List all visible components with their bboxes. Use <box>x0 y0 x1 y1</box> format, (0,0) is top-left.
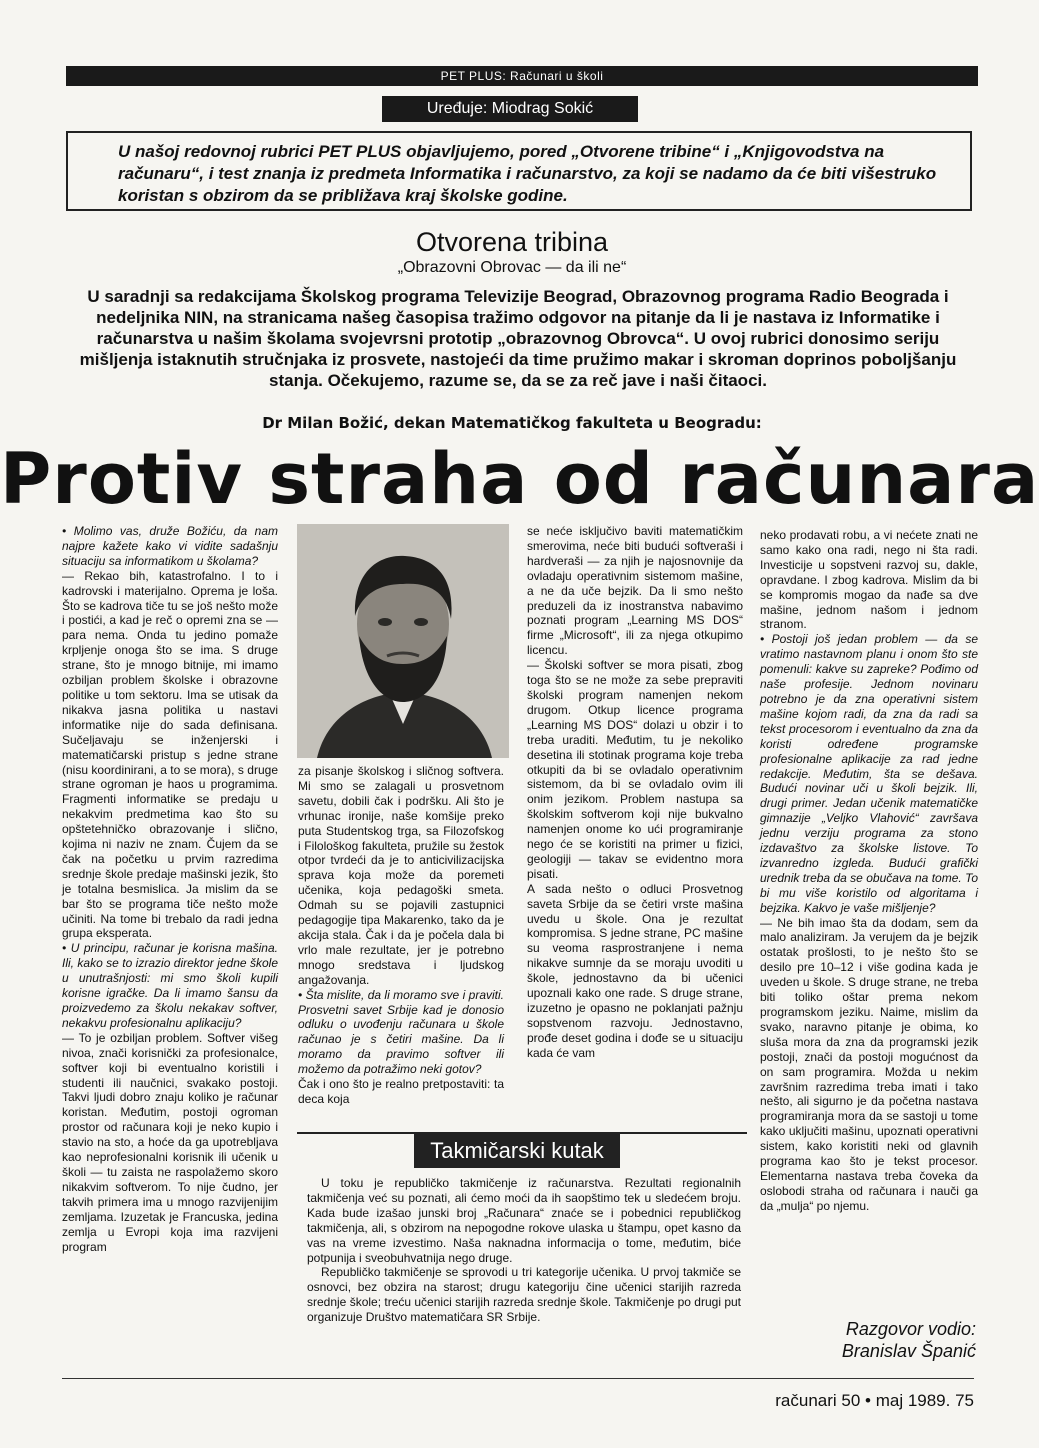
interview-question: • Šta mislite, da li moramo sve i praviti. Prosvetni savet Srbije kad je donosio odluku o uvođenju računara u škole računao je s četiri mašine. Da li moramo da pravimo softver ili možemo da potražimo neki gotov? <box>298 987 504 1077</box>
interview-question: • Molimo vas, druže Božiću, da nam najpre kažete kako vi vidite sadašnju situaciju sa informatikom u školama? <box>62 524 278 568</box>
signature-label: Razgovor vodio: <box>845 1319 976 1339</box>
interview-answer: neko prodavati robu, a vi nećete znati ne samo kako ona radi, nego ni šta radi. Investicije u sopstveni razvoj su, dakle, opravdane. I zbog kadrova. Mislim da bi se kompromis mogao da nađe sa dve mašine, jednom našom i jednom stranom. <box>760 528 978 632</box>
interview-answer: — To je ozbiljan problem. Softver višeg nivoa, znači korisnički za profesionalce, softver koji bi eventualno koristili i studenti ili naučnici, svakako postoji. Takvi ljudi dobro znaju koliko je računar koristan. Međutim, postoji ogroman prostor od računara koji je neko kupio i stavio na sto, a hoće da ga upotrebljava kao neprofesionalni korisnik ili učenik u školi — tu zaista ne raspolažemo skoro nikakvim softverom. To nije čudno, jer takvih primera ima u mnogo razvijenijim zemljama. Izuzetak je Francuska, jedina zemlja u Evropi koja ima razvijeni program <box>62 1030 278 1254</box>
interview-answer: — Školski softver se mora pisati, zbog toga što se ne može za sebe prepraviti školski program namenjen nekom drugom. Otkup licence programa „Learning MS DOS“ dolazi u obzir i to treba uraditi. Međutim, tu je nekoliko desetina ili stotinak programa koje treba otkupiti da bi se ovladalo operativnim sistemom, da bi se ovladalo ovim ili onim jezikom. Problem nastupa sa školskim softverom koji nije bukvalno namenjen onome ko ući programiranje nego će se koristiti na primer u fizici, geologiji — takav se evidentno mora pisati. <box>527 658 743 881</box>
interview-question: • U principu, računar je korisna mašina. Ili, kako se to izrazio direktor jedne škole u unutrašnjosti: mi smo školi kupili korisne igračke. Da li imamo šansu da proizvedemo za školu nekakav softver, nekakvu profesionalnu aplikaciju? <box>62 941 278 1030</box>
takmicarski-body <box>307 1176 741 1325</box>
article-column-4 <box>760 528 978 1310</box>
article-column-2 <box>298 764 504 1106</box>
tribina-subtitle: „Obrazovni Obrovac — da ili ne“ <box>397 259 627 276</box>
takmicarski-paragraph: U toku je republičko takmičenje iz računarstva. Rezultati regionalnih takmičenja već su poznati, ali ćemo moći da ih saopštimo tek u sledećem broju. Kada bude izašao junski broj „Računara“ znaće se i pobednici republičkog takmičenja, ali, s obzirom na nepogodne rokove ulaska u štampu, opet kasno da vas na vreme izvestimo. Naša naknadna informacija o tome, međutim, biće potpunija i sveobuhvatnija nego druge. <box>307 1176 741 1265</box>
portrait-photo <box>297 524 509 758</box>
article-column-1 <box>62 524 278 1374</box>
article-headline: Protiv straha od računara <box>0 438 1039 520</box>
article-column-3 <box>527 524 743 1082</box>
editor-label: Uređuje: Miodrag Sokić <box>382 96 638 122</box>
interview-signature <box>780 1318 976 1362</box>
interview-question: • Postoji još jedan problem — da se vratimo nastavnom planu i onom što ste pomenuli: kakve su zapreke? Pođimo od naše profesije. Jednom novinaru potrebno je da zna operativni sistem mašine kojom radi, da zna da radi sa tekst procesorom i eventualno da zna da koristi određene programske profesionalne aplikacije za rad jedne redakcije. Međutim, šta se dešava. Budući novinar uči u školi bejzik. Ili, drugi primer. Jedan učenik matematičke gimnazije „Veljko Vlahović“ završava jednu verziju programa za stono izdavaštvo za školske listove. To izvanredno izgleda. Budući grafički urednik treba da se obučava na tome. To bi mu više koristilo od algoritama i bejzika. Kakvo je vaše mišljenje? <box>760 632 978 915</box>
portrait-image <box>297 524 509 758</box>
interview-answer: se neće isključivo baviti matematičkim smerovima, neće biti budući softveraši i hardveraši — za njih je najosnovnije da ovladaju operativnim sistemom mašine, a ne da uče bejzik. Da li smo nešto preduzeli da iz inostranstva nabavimo poznati program „Learning MS DOS“ firme „Microsoft“, ili za njega otkupimo licencu. <box>527 524 743 658</box>
article-byline: Dr Milan Božić, dekan Matematičkog fakulteta u Beogradu: <box>262 414 762 432</box>
interview-answer: — Rekao bih, katastrofalno. I to i kadrovski i materijalno. Oprema je loša. Što se kadrova tiče tu se još nešto može i postići, a kad je reč o opremi zna se — para nema. Onda tu jedino pomaže krpljenje onoga što se ima. S druge strane, što je mnogo bitnije, mi imamo ozbiljan problem školske i obrazovne politike u tom sektoru. Ima se utisak da nikakva jasna politika u nastavi informatike nije do sada definisana. Sučeljavaju se inženjerski i matematičarski pristup s jedne strane (nisu koordinirani, a to se mora), s druge strane ogroman je haos u programima. Fragmenti informatike se predaju u nekakvim predmetima kao što su opštetehničko obrazovanje i slično, kojima ni naziv ne znam. Čujem da se čak na početku u prvim razredima srednje škole predaje mašinski jezik, što je totalna besmislica. Ja mislim da se bar što se programa tiče nešto može učiniti. Na tome bi trebalo da radi jedna grupa eksperata. <box>62 568 278 941</box>
signature-name: Branislav Španić <box>841 1341 976 1361</box>
footer-rule <box>62 1378 974 1379</box>
takmicarski-title: Takmičarski kutak <box>414 1134 620 1168</box>
interview-answer: — Ne bih imao šta da dodam, sem da malo analiziram. Ja verujem da je bejzik ostatak prošlosti, to je nešto što se desilo pre 10–12 i više godina kada je uveden u škole. S druge strane, ne treba biti toliko oštar prema nekom programskom jeziku. Naime, mislim da svako, naravno pitanje je obima, ko sluša mora da zna da programski jezik postoji, znači da postoji mogućnost da on sam programira. Možda u nekim završnim razredima treba imati i tako nešto, ali sigurno je da početna nastava programiranja mora da se sastoji u tome kako uključiti mašinu, upoznati operativni sistem, kako koristiti neki od glavnih programa kao što je tekst procesor. Elementarna nastava treba čoveka da oslobodi straha od računara i nauči ga da „mulja“ po njemu. <box>760 915 978 1213</box>
intro-text: U našoj redovnoj rubrici PET PLUS objavljujemo, pored „Otvorene tribine“ i „Knjigovodstva na računaru“, i test znanja iz predmeta Informatika i računarstvo, za koji se nadamo da će biti višestruko koristan s obzirom da se približava kraj školske godine. <box>118 142 937 205</box>
tribina-lead: U saradnji sa redakcijama Školskog programa Televizije Beograd, Obrazovnog programa Radio Beograda i nedeljnika NIN, na stranicama našeg časopisa tražimo odgovor na pitanje da li je nastava iz Informatike i računarstva u našim školama svojevrsni prototip „obrazovnog Obrovca“. U ovoj rubrici donosimo seriju mišljenja istaknutih stručnjaka iz prosvete, nastojeći da time pružimo makar i skroman doprinos poboljšanju stanja. Očekujemo, razume se, da se za reč jave i naši čitaoci. <box>79 287 957 390</box>
section-header-bar: PET PLUS: Računari u školi <box>66 66 978 86</box>
interview-answer: A sada nešto o odluci Prosvetnog saveta Srbije da se četiri vrste mašina uvedu u škole. Ona je rezultat kompromisa. S jedne strane, PC mašine su veoma rasprostranjene i nema nikakve sumnje da se moraju uvoditi u škole, jednostavno da bi učenici upoznali kako one rade. S druge strane, izuzetno je opasno ne poklanjati pažnju sopstvenom razvoju. Jednostavno, prođe deset godina i dođe se u situaciju kada će vam <box>527 881 743 1060</box>
page-footer: računari 50 • maj 1989. 75 <box>775 1391 974 1410</box>
tribina-title: Otvorena tribina <box>415 227 609 257</box>
takmicarski-paragraph: Republičko takmičenje se sprovodi u tri kategorije učenika. U prvoj takmiče se osnovci, bez obzira na starost; drugu kategoriju čine učenici starijih razreda srednje škole; treću učenici starijih razreda srednje škole. Takmičenje po drugi put organizuje Društvo matematičara SR Srbije. <box>307 1265 741 1325</box>
interview-answer: za pisanje školskog i sličnog softvera. Mi smo se zalagali u prosvetnom savetu, dobili čak i podršku. Ali što je vrhunac ironije, naše komšije preko puta Studentskog trga, sa Filozofskog i Filološkog fakulteta, pružile su žestok otpor tvrdeći da je to anticivilizacijska sprava koja može da poremeti učenika, koja pedagoški smeta. Odmah su se pojavili zastupnici pedagogije tipa Makarenko, tako da je akcija stala. Čak i da je počela dala bi vrlo male rezultate, jer je potrebno mnogo sredstava i ljudskog angažovanja. <box>298 764 504 987</box>
interview-answer: Čak i ono što je realno pretpostaviti: ta deca koja <box>298 1077 504 1106</box>
intro-box <box>66 131 972 211</box>
